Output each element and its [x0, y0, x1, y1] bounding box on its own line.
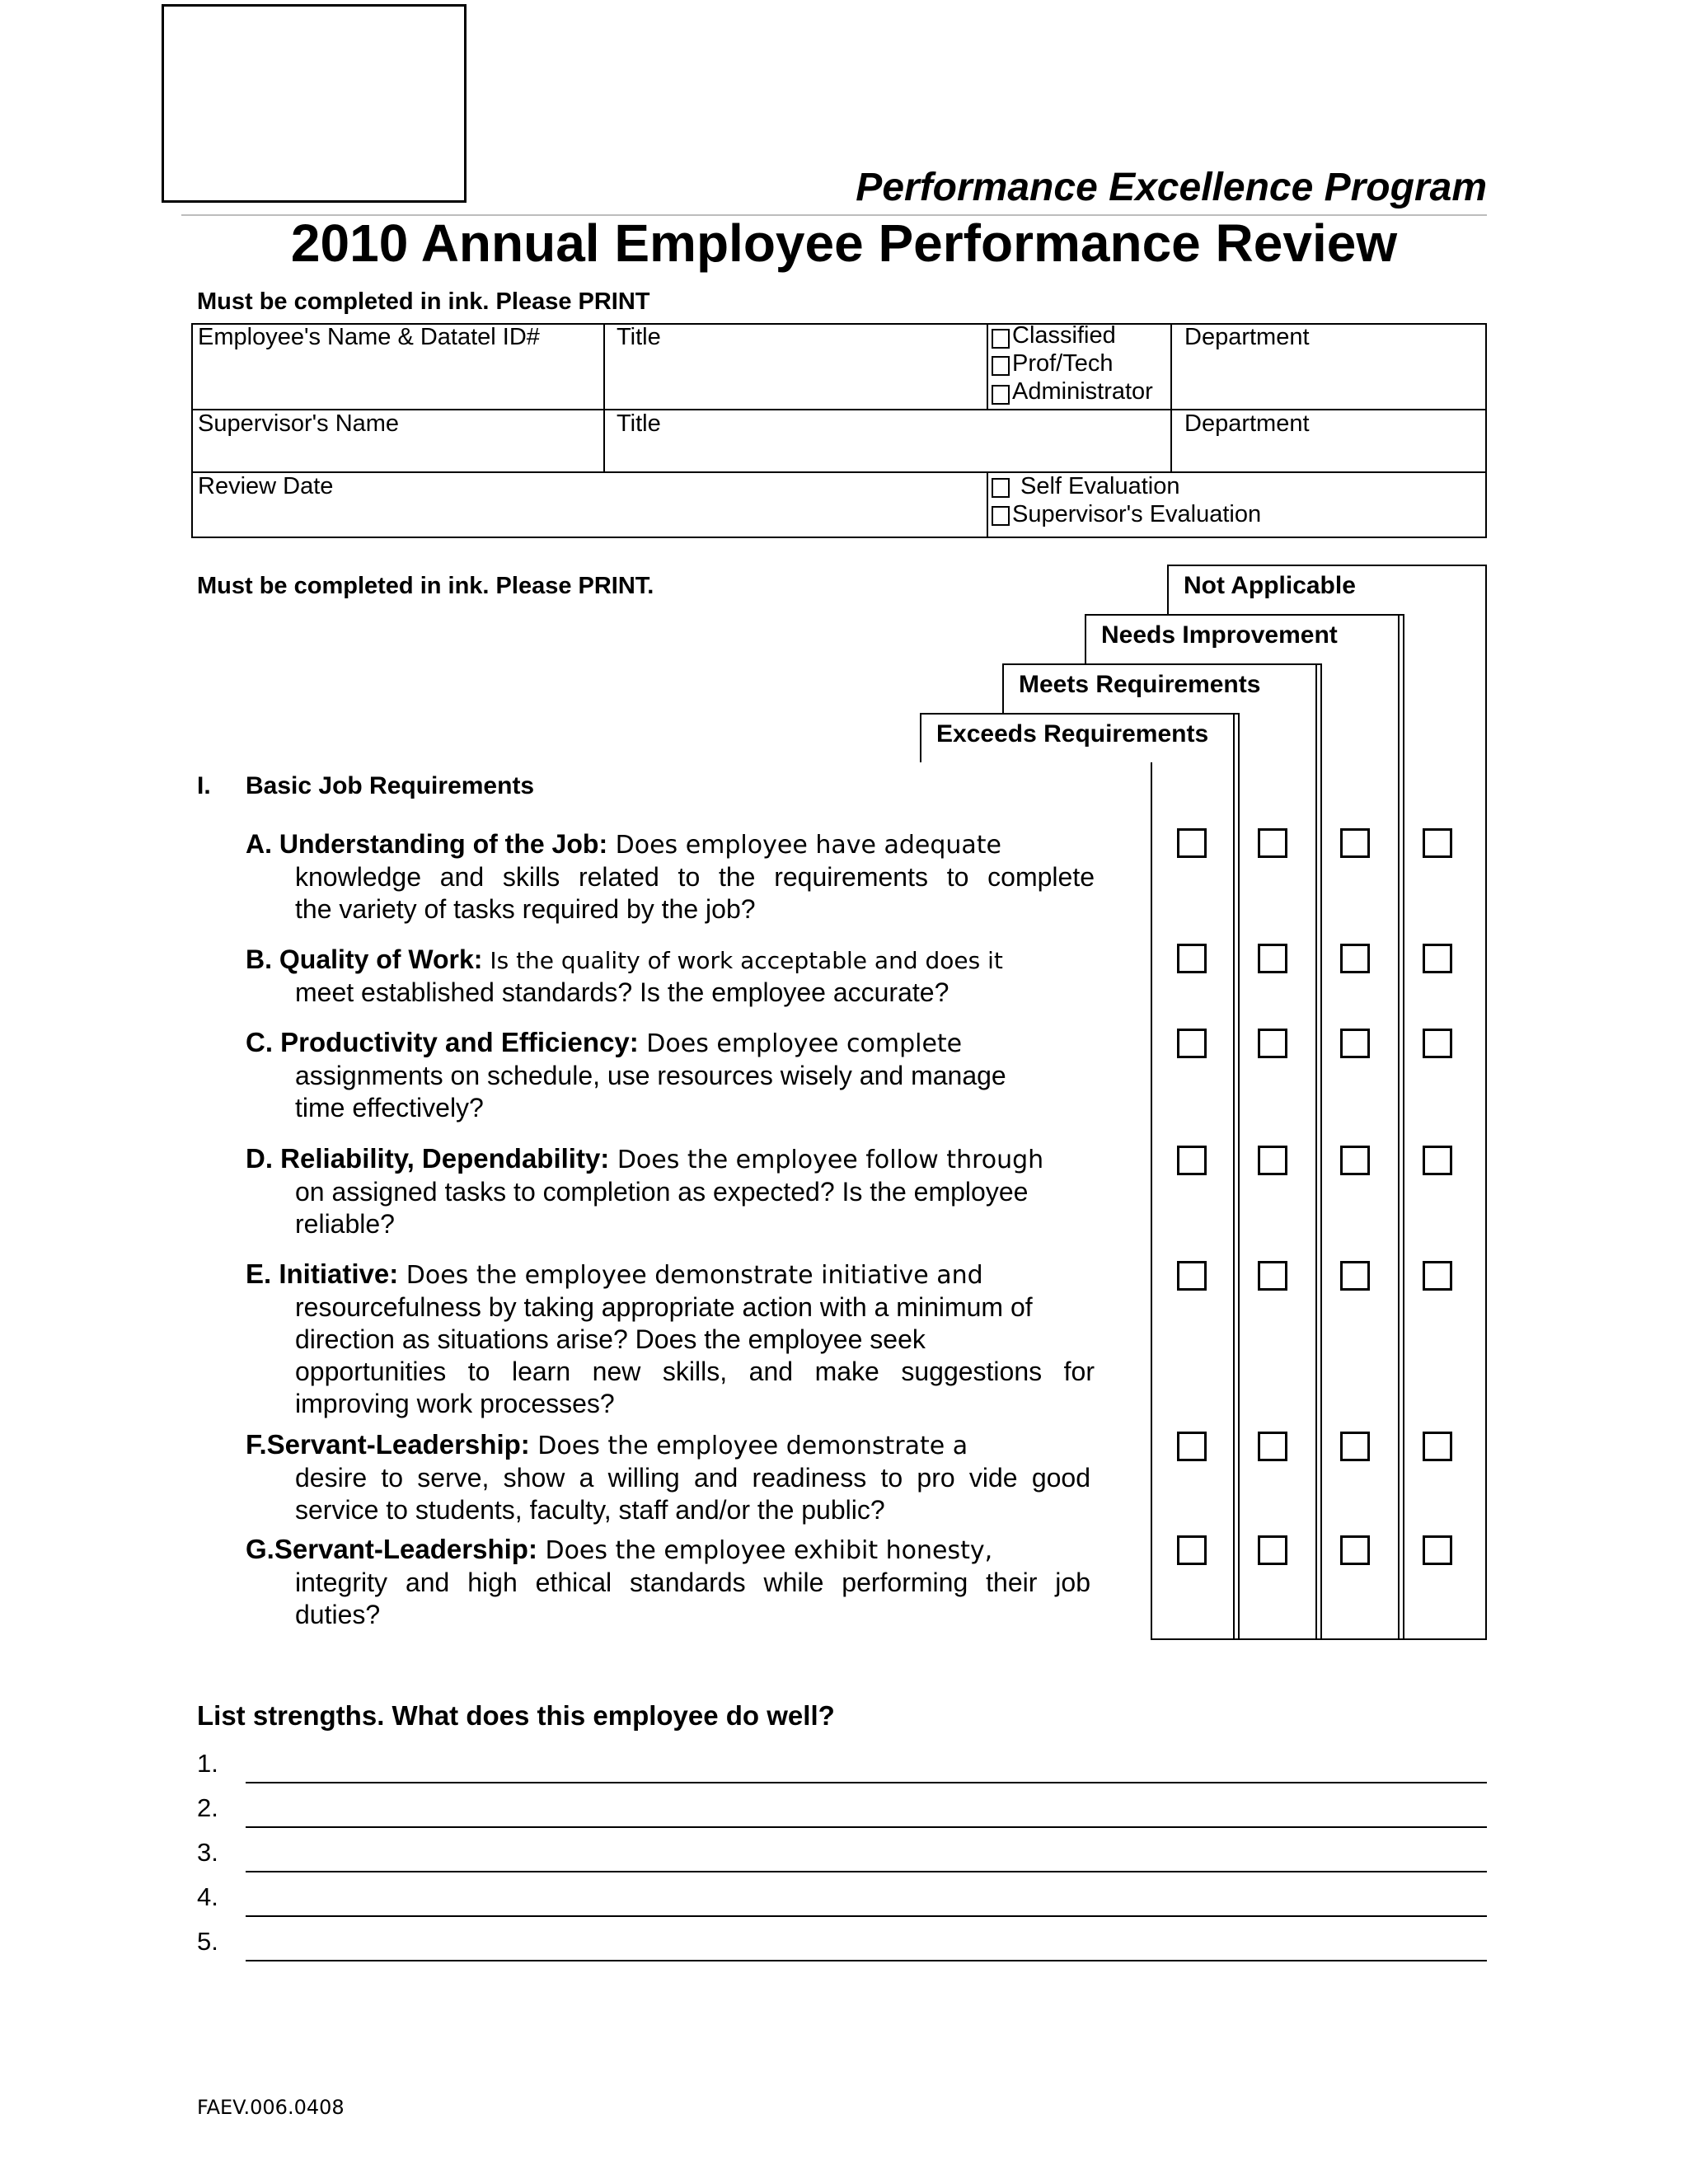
- rating-grid-line-5: [1315, 663, 1317, 779]
- needs-improvement-header: Needs Improvement: [1101, 621, 1338, 649]
- question-g: [246, 1533, 1090, 1631]
- meets-requirements-header: Meets Requirements: [1019, 671, 1261, 698]
- question-a: [246, 828, 1095, 926]
- rating-checkbox-needs-improvement[interactable]: [1340, 1029, 1370, 1058]
- question-label: B. Quality of Work:: [246, 944, 483, 974]
- strength-number: 5.: [197, 1927, 218, 1956]
- rating-checkbox-not-applicable[interactable]: [1423, 944, 1452, 973]
- rating-grid-line-4: [1398, 614, 1400, 1640]
- question-text: time effectively?: [295, 1093, 484, 1122]
- question-text: Is the quality of work acceptable and does it: [482, 947, 1003, 974]
- question-text: improving work processes?: [295, 1389, 615, 1418]
- question-text: assignments on schedule, use resources wisely and manage: [295, 1061, 1006, 1090]
- info-col-divider-4: [987, 471, 988, 538]
- info-col-divider-2: [987, 323, 988, 409]
- question-c: [246, 1026, 1095, 1124]
- question-label: A. Understanding of the Job:: [246, 829, 608, 859]
- rating-checkbox-not-applicable[interactable]: [1423, 1146, 1452, 1175]
- logo-placeholder-box: [162, 4, 467, 203]
- supervisor-name-label: Supervisor's Name: [198, 410, 400, 437]
- administrator-checkbox[interactable]: [992, 385, 1010, 405]
- strength-number: 1.: [197, 1749, 218, 1778]
- rating-checkbox-exceeds[interactable]: [1177, 1535, 1207, 1565]
- review-date-label: Review Date: [198, 473, 334, 499]
- strength-number: 2.: [197, 1793, 218, 1822]
- rating-checkbox-meets[interactable]: [1258, 1146, 1287, 1175]
- question-text: Does employee have adequate: [607, 831, 1002, 860]
- self-evaluation-checkbox[interactable]: [992, 478, 1010, 498]
- rating-checkbox-exceeds[interactable]: [1177, 828, 1207, 858]
- rating-checkbox-needs-improvement[interactable]: [1340, 944, 1370, 973]
- question-text: Does the employee demonstrate a: [529, 1432, 968, 1460]
- question-text: Does employee complete: [638, 1029, 963, 1058]
- question-text: meet established standards? Is the employee accurate?: [295, 977, 950, 1007]
- form-code: FAEV.006.0408: [197, 2096, 345, 2119]
- ink-note-top: Must be completed in ink. Please PRINT: [197, 288, 650, 315]
- strengths-heading: List strengths. What does this employee do well?: [197, 1700, 835, 1731]
- rating-checkbox-exceeds[interactable]: [1177, 1146, 1207, 1175]
- info-row-divider-2: [191, 471, 1487, 473]
- rating-checkbox-needs-improvement[interactable]: [1340, 828, 1370, 858]
- question-b: [246, 944, 1095, 1009]
- administrator-label: Administrator: [1012, 378, 1153, 405]
- self-evaluation-label: Self Evaluation: [1020, 473, 1180, 499]
- section-title: Basic Job Requirements: [246, 772, 535, 799]
- question-text: desire to serve, show a willing and readiness to pro vide good: [295, 1463, 1090, 1493]
- rating-checkbox-meets[interactable]: [1258, 1432, 1287, 1461]
- prof-tech-label: Prof/Tech: [1012, 350, 1114, 377]
- rating-grid-line-1: [1151, 762, 1152, 1640]
- question-text: on assigned tasks to completion as expected? Is the employee: [295, 1177, 1029, 1207]
- question-text: opportunities to learn new skills, and make suggestions for: [295, 1357, 1095, 1386]
- rating-checkbox-needs-improvement[interactable]: [1340, 1261, 1370, 1291]
- rating-checkbox-exceeds[interactable]: [1177, 1029, 1207, 1058]
- question-text: resourcefulness by taking appropriate action with a minimum of: [295, 1292, 1033, 1322]
- rating-checkbox-needs-improvement[interactable]: [1340, 1432, 1370, 1461]
- question-text: direction as situations arise? Does the employee seek: [295, 1324, 926, 1354]
- question-f: [246, 1428, 1090, 1526]
- employee-name-label: Employee's Name & Datatel ID#: [198, 324, 540, 350]
- question-text: knowledge and skills related to the requirements to complete: [295, 862, 1095, 892]
- rating-checkbox-meets[interactable]: [1258, 1535, 1287, 1565]
- question-text: reliable?: [295, 1209, 395, 1239]
- strength-line-5[interactable]: [246, 1960, 1487, 1961]
- supervisor-department-label: Department: [1184, 410, 1310, 437]
- question-text: Does the employee follow through: [609, 1146, 1044, 1174]
- question-text: service to students, faculty, staff and/or the public?: [295, 1495, 885, 1525]
- strength-number: 4.: [197, 1882, 218, 1911]
- rating-checkbox-meets[interactable]: [1258, 944, 1287, 973]
- supervisor-title-label: Title: [617, 410, 661, 437]
- rating-checkbox-meets[interactable]: [1258, 828, 1287, 858]
- question-text: integrity and high ethical standards while performing their job: [295, 1568, 1090, 1597]
- question-text: the variety of tasks required by the job?: [295, 894, 756, 924]
- supervisor-evaluation-checkbox[interactable]: [992, 506, 1010, 526]
- rating-checkbox-not-applicable[interactable]: [1423, 1029, 1452, 1058]
- ink-note-ratings: Must be completed in ink. Please PRINT.: [197, 573, 654, 599]
- prof-tech-checkbox[interactable]: [992, 356, 1010, 376]
- question-text: Does the employee exhibit honesty,: [537, 1536, 993, 1565]
- rating-checkbox-exceeds[interactable]: [1177, 944, 1207, 973]
- rating-checkbox-exceeds[interactable]: [1177, 1432, 1207, 1461]
- question-label: G.Servant-Leadership:: [246, 1534, 537, 1564]
- employee-department-label: Department: [1184, 324, 1310, 350]
- strength-line-1[interactable]: [246, 1782, 1487, 1783]
- not-applicable-header: Not Applicable: [1184, 572, 1356, 599]
- rating-checkbox-needs-improvement[interactable]: [1340, 1535, 1370, 1565]
- strength-number: 3.: [197, 1838, 218, 1867]
- page-title: 2010 Annual Employee Performance Review: [290, 213, 1398, 273]
- rating-checkbox-not-applicable[interactable]: [1423, 1261, 1452, 1291]
- strength-line-3[interactable]: [246, 1871, 1487, 1872]
- question-e: [246, 1258, 1095, 1420]
- rating-grid-line-2: [1233, 762, 1235, 1640]
- rating-grid-line-3: [1315, 762, 1317, 1640]
- info-col-divider-3: [1170, 323, 1172, 471]
- classified-label: Classified: [1012, 322, 1116, 349]
- question-text: duties?: [295, 1600, 381, 1629]
- rating-checkbox-not-applicable[interactable]: [1423, 1432, 1452, 1461]
- classified-checkbox[interactable]: [992, 329, 1010, 349]
- rating-checkbox-not-applicable[interactable]: [1423, 828, 1452, 858]
- rating-checkbox-exceeds[interactable]: [1177, 1261, 1207, 1291]
- employee-title-label: Title: [617, 324, 661, 350]
- section-number: I.: [197, 772, 211, 799]
- exceeds-requirements-header: Exceeds Requirements: [936, 720, 1209, 748]
- question-text: Does the employee demonstrate initiative and: [398, 1261, 983, 1290]
- rating-grid-line-6: [1233, 713, 1235, 779]
- rating-grid-bottom: [1151, 1638, 1487, 1640]
- rating-checkbox-not-applicable[interactable]: [1423, 1535, 1452, 1565]
- program-name: Performance Excellence Program: [856, 166, 1487, 209]
- strength-line-4[interactable]: [246, 1915, 1487, 1917]
- question-label: C. Productivity and Efficiency:: [246, 1027, 639, 1057]
- strength-line-2[interactable]: [246, 1826, 1487, 1828]
- question-d: [246, 1142, 1095, 1240]
- question-label: E. Initiative:: [246, 1258, 399, 1289]
- rating-checkbox-needs-improvement[interactable]: [1340, 1146, 1370, 1175]
- rating-checkbox-meets[interactable]: [1258, 1261, 1287, 1291]
- question-label: D. Reliability, Dependability:: [246, 1143, 610, 1174]
- supervisor-evaluation-label: Supervisor's Evaluation: [1012, 501, 1262, 527]
- info-col-divider-1: [603, 323, 605, 471]
- rating-checkbox-meets[interactable]: [1258, 1029, 1287, 1058]
- question-label: F.Servant-Leadership:: [246, 1429, 530, 1460]
